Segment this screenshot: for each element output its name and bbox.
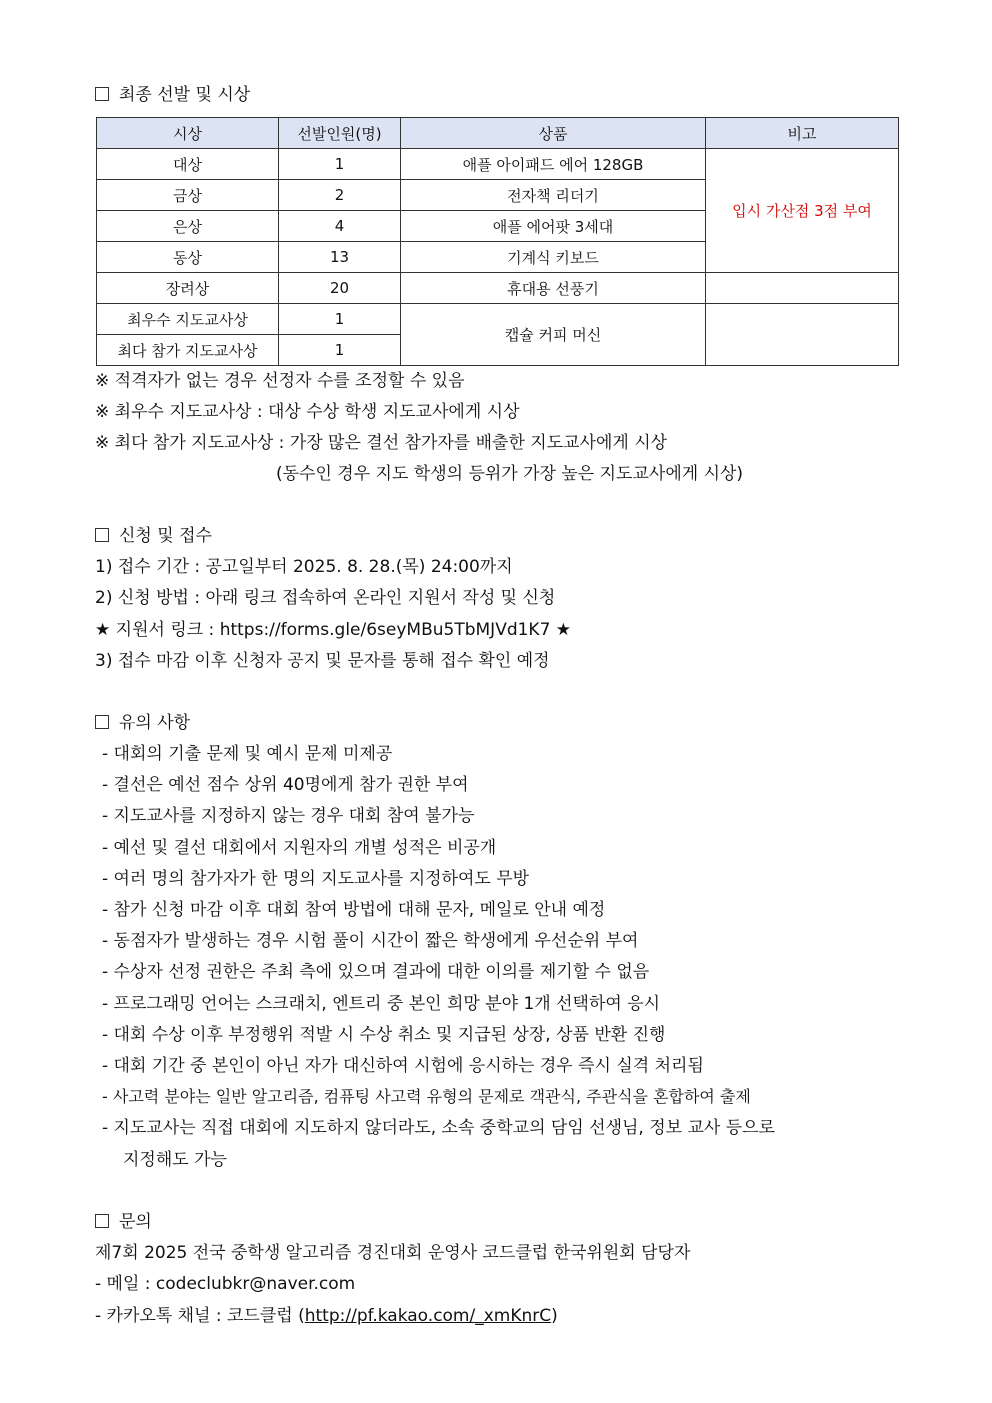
section-notice-heading bbox=[95, 712, 190, 734]
cell-award: 은상 bbox=[97, 211, 279, 242]
list-item: - 예선 및 결선 대회에서 지원자의 개별 성적은 비공개 bbox=[102, 838, 497, 858]
checkbox-square-icon bbox=[95, 715, 109, 729]
cell-count: 13 bbox=[279, 242, 401, 273]
cell-prize: 전자책 리더기 bbox=[401, 180, 706, 211]
checkbox-square-icon bbox=[95, 87, 109, 101]
section-award-title: 최종 선발 및 시상 bbox=[119, 85, 251, 105]
list-item: - 대회의 기출 문제 및 예시 문제 미제공 bbox=[102, 744, 393, 764]
section-contact-heading bbox=[95, 1211, 152, 1233]
checkbox-square-icon bbox=[95, 528, 109, 542]
cell-prize: 휴대용 선풍기 bbox=[401, 273, 706, 304]
note-continuation: (동수인 경우 지도 학생의 등위가 가장 높은 지도교사에게 시상) bbox=[276, 464, 744, 484]
apply-method: 2) 신청 방법 : 아래 링크 접속하여 온라인 지원서 작성 및 신청 bbox=[95, 588, 556, 608]
list-item: - 대회 수상 이후 부정행위 적발 시 수상 취소 및 지급된 상장, 상품 반환 진행 bbox=[102, 1025, 666, 1045]
header-remark: 비고 bbox=[706, 118, 899, 149]
list-item: - 프로그래밍 언어는 스크래치, 엔트리 중 본인 희망 분야 1개 선택하여 응시 bbox=[102, 994, 661, 1014]
list-item: - 수상자 선정 권한은 주최 측에 있으며 결과에 대한 이의를 제기할 수 없음 bbox=[102, 962, 650, 982]
header-prize: 상품 bbox=[401, 118, 706, 149]
table-row bbox=[97, 304, 899, 335]
kakao-suffix: ) bbox=[551, 1306, 558, 1326]
award-table-header bbox=[97, 118, 899, 149]
contact-kakao bbox=[95, 1305, 558, 1327]
cell-award: 대상 bbox=[97, 149, 279, 180]
section-apply-title: 신청 및 접수 bbox=[119, 526, 212, 546]
kakao-prefix: - 카카오톡 채널 : 코드클럽 ( bbox=[95, 1306, 305, 1326]
cell-prize: 애플 에어팟 3세대 bbox=[401, 211, 706, 242]
apply-form-link[interactable]: ★ 지원서 링크 : https://forms.gle/6seyMBu5TbMJVd1K7 ★ bbox=[95, 620, 572, 640]
cell-prize: 기계식 키보드 bbox=[401, 242, 706, 273]
cell-count: 1 bbox=[279, 149, 401, 180]
section-apply-heading bbox=[95, 525, 212, 547]
cell-prize: 애플 아이패드 에어 128GB bbox=[401, 149, 706, 180]
section-notice-title: 유의 사항 bbox=[119, 713, 191, 733]
contact-org: 제7회 2025 전국 중학생 알고리즘 경진대회 운영사 코드클럽 한국위원회 담당자 bbox=[95, 1243, 691, 1263]
table-row bbox=[97, 273, 899, 304]
cell-award: 동상 bbox=[97, 242, 279, 273]
cell-count: 1 bbox=[279, 335, 401, 366]
cell-award: 최다 참가 지도교사상 bbox=[97, 335, 279, 366]
apply-confirm: 3) 접수 마감 이후 신청자 공지 및 문자를 통해 접수 확인 예정 bbox=[95, 651, 550, 671]
cell-count: 1 bbox=[279, 304, 401, 335]
section-award-heading bbox=[95, 84, 250, 106]
cell-count: 20 bbox=[279, 273, 401, 304]
list-item-continuation: 지정해도 가능 bbox=[123, 1150, 227, 1170]
list-item: - 동점자가 발생하는 경우 시험 풀이 시간이 짧은 학생에게 우선순위 부여 bbox=[102, 931, 639, 951]
cell-remark-empty bbox=[706, 273, 899, 304]
note-line: ※ 적격자가 없는 경우 선정자 수를 조정할 수 있음 bbox=[95, 371, 465, 391]
award-table bbox=[96, 117, 899, 366]
header-award: 시상 bbox=[97, 118, 279, 149]
list-item: - 결선은 예선 점수 상위 40명에게 참가 권한 부여 bbox=[102, 775, 469, 795]
checkbox-square-icon bbox=[95, 1214, 109, 1228]
list-item: - 참가 신청 마감 이후 대회 참여 방법에 대해 문자, 메일로 안내 예정 bbox=[102, 900, 606, 920]
cell-award: 최우수 지도교사상 bbox=[97, 304, 279, 335]
list-item: - 지도교사는 직접 대회에 지도하지 않더라도, 소속 중학교의 담임 선생님, 정보 교사 등으로 bbox=[102, 1118, 775, 1138]
cell-count: 2 bbox=[279, 180, 401, 211]
cell-count: 4 bbox=[279, 211, 401, 242]
list-item: - 지도교사를 지정하지 않는 경우 대회 참여 불가능 bbox=[102, 806, 475, 826]
kakao-channel-link[interactable]: http://pf.kakao.com/_xmKnrC bbox=[304, 1306, 552, 1326]
cell-remark: 입시 가산점 3점 부여 bbox=[706, 149, 899, 273]
list-item: - 사고력 분야는 일반 알고리즘, 컴퓨팅 사고력 유형의 문제로 객관식, 주관식을 혼합하여 출제 bbox=[102, 1087, 751, 1106]
cell-award: 장려상 bbox=[97, 273, 279, 304]
list-item: - 여러 명의 참가자가 한 명의 지도교사를 지정하여도 무방 bbox=[102, 869, 530, 889]
contact-email: - 메일 : codeclubkr@naver.com bbox=[95, 1274, 356, 1294]
cell-remark-empty bbox=[706, 304, 899, 366]
apply-period: 1) 접수 기간 : 공고일부터 2025. 8. 28.(목) 24:00까지 bbox=[95, 557, 513, 577]
cell-prize-merged: 캡슐 커피 머신 bbox=[401, 304, 706, 366]
table-row bbox=[97, 149, 899, 180]
note-line: ※ 최다 참가 지도교사상 : 가장 많은 결선 참가자를 배출한 지도교사에게 시상 bbox=[95, 433, 668, 453]
section-contact-title: 문의 bbox=[119, 1212, 152, 1232]
list-item: - 대회 기간 중 본인이 아닌 자가 대신하여 시험에 응시하는 경우 즉시 실격 처리됨 bbox=[102, 1056, 704, 1076]
cell-award: 금상 bbox=[97, 180, 279, 211]
note-line: ※ 최우수 지도교사상 : 대상 수상 학생 지도교사에게 시상 bbox=[95, 402, 520, 422]
header-count: 선발인원(명) bbox=[279, 118, 401, 149]
